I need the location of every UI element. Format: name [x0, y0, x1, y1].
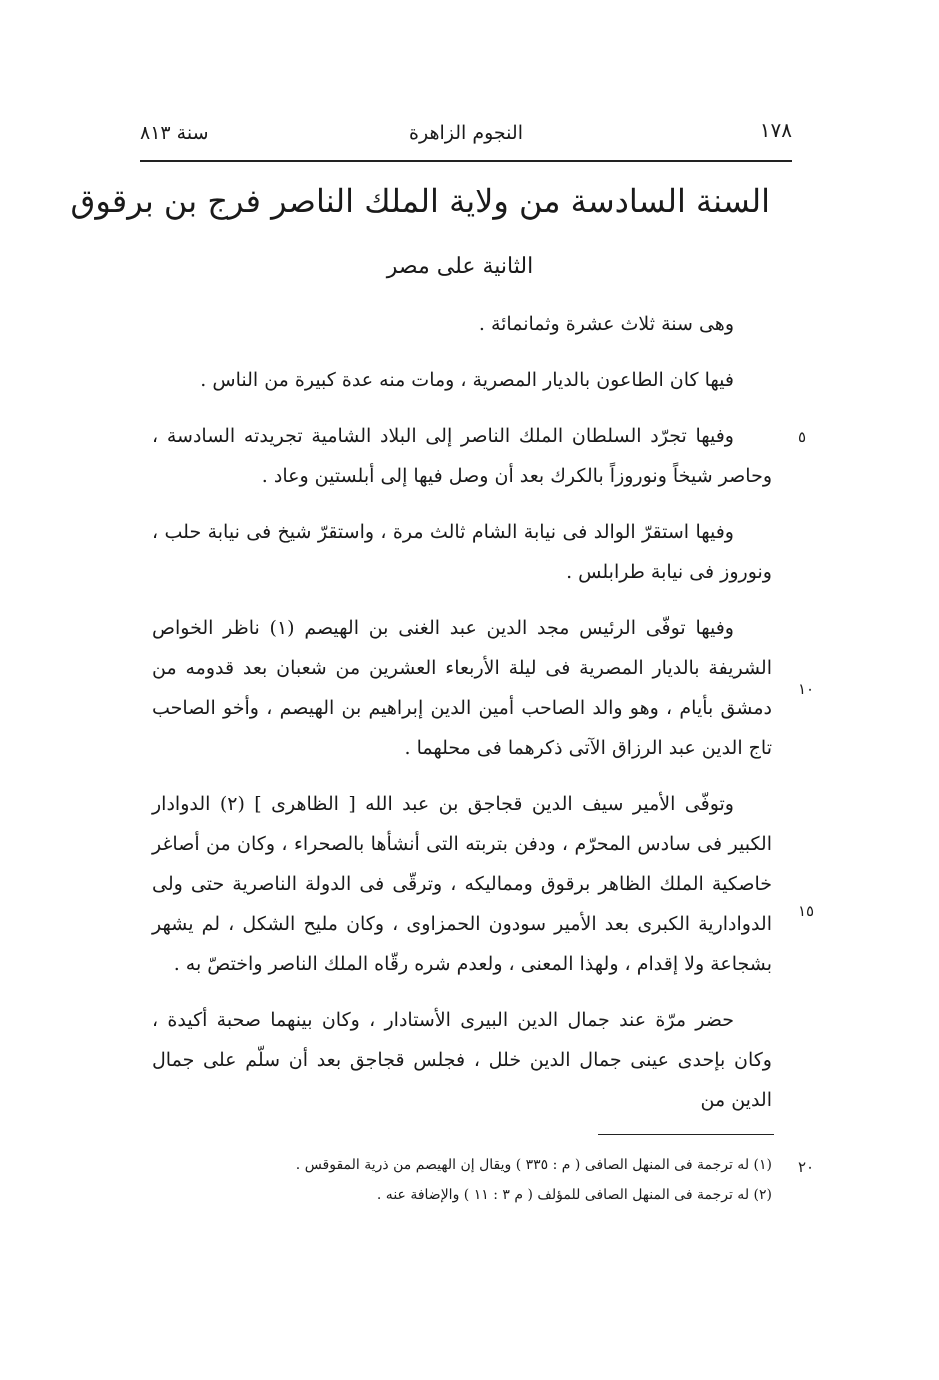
paragraph-plague: فيها كان الطاعون بالديار المصرية ، ومات منه عدة كبيرة من الناس .	[200, 369, 734, 391]
footnotes	[240, 1150, 772, 1210]
line-number-5: ٥	[798, 428, 807, 446]
line-number-10: ١٠	[798, 680, 815, 698]
line-number-15: ١٥	[798, 902, 815, 920]
footnote-2: (٢) له ترجمة فى المنهل الصافى للمؤلف ( م ٣ : ١١ ) والإضافة عنه .	[376, 1187, 772, 1203]
paragraph-anecdote: حضر مرّة عند جمال الدين البيرى الأستادار ، وكان بينهما صحبة أكيدة ، وكان بإحدى عينى جمال الدين خلل ، فجلس قجاجق بعد أن سلّم على جمال الدين من	[152, 1009, 772, 1111]
footnote-divider	[598, 1134, 774, 1135]
line-number-20: ٢٠	[798, 1158, 815, 1176]
book-title: النجوم الزاهرة	[409, 122, 523, 144]
section-subtitle: الثانية على مصر	[386, 254, 534, 279]
paragraph-obituary-majd: وفيها توفّى الرئيس مجد الدين عبد الغنى بن الهيصم (١) ناظر الخواص الشريفة بالديار المصرية فى ليلة الأربعاء العشرين من شعبان بعد قدومه من دمشق بأيام ، وهو والد الصاحب أمين الدين إبراهيم بن الهيصم ، وأخو الصاحب تاج الدين عبد الرزاق الآتى ذكرهما فى محلهما .	[152, 617, 772, 759]
paragraph-expedition: وفيها تجرّد السلطان الملك الناصر إلى البلاد الشامية تجريدته السادسة ، وحاصر شيخاً ونوروزاً بالكرك بعد أن وصل فيها إلى أبلستين وعاد .	[152, 425, 772, 487]
section-title: السنة السادسة من ولاية الملك الناصر فرج بن برقوق	[70, 182, 770, 220]
paragraph-appointments: وفيها استقرّ الوالد فى نيابة الشام ثالث مرة ، واستقرّ شيخ فى نيابة حلب ، ونوروز فى نيابة طرابلس .	[152, 521, 772, 583]
paragraph-year: وهى سنة ثلاث عشرة وثمانمائة .	[478, 313, 734, 335]
footnote-1: (١) له ترجمة فى المنهل الصافى ( م : ٣٣٥ ) ويقال إن الهيصم من ذرية المقوقس .	[295, 1157, 772, 1173]
paragraph-obituary-qajaqjaq: وتوفّى الأمير سيف الدين قجاجق بن عبد الله [ الظاهرى ] (٢) الدوادار الكبير فى سادس المحرّم ، ودفن بتربته التى أنشأها بالصحراء ، وكان من أصاغر خاصكية الملك الظاهر برقوق ومماليكه ، وترقّى فى الدولة الناصرية حتى ولى الدوادارية الكبرى بعد الأمير سودون الحمزاوى ، وكان مليح الشكل ، لم يشهر بشجاعة ولا إقدام ، ولهذا المعنى ، ولعدم شره رقّاه الملك الناصر واختصّ به .	[152, 793, 772, 975]
page-number: ١٧٨	[759, 118, 792, 142]
running-header	[140, 118, 792, 154]
header-divider	[140, 160, 792, 162]
body-text	[152, 304, 772, 1136]
header-year: سنة ٨١٣	[140, 122, 209, 144]
